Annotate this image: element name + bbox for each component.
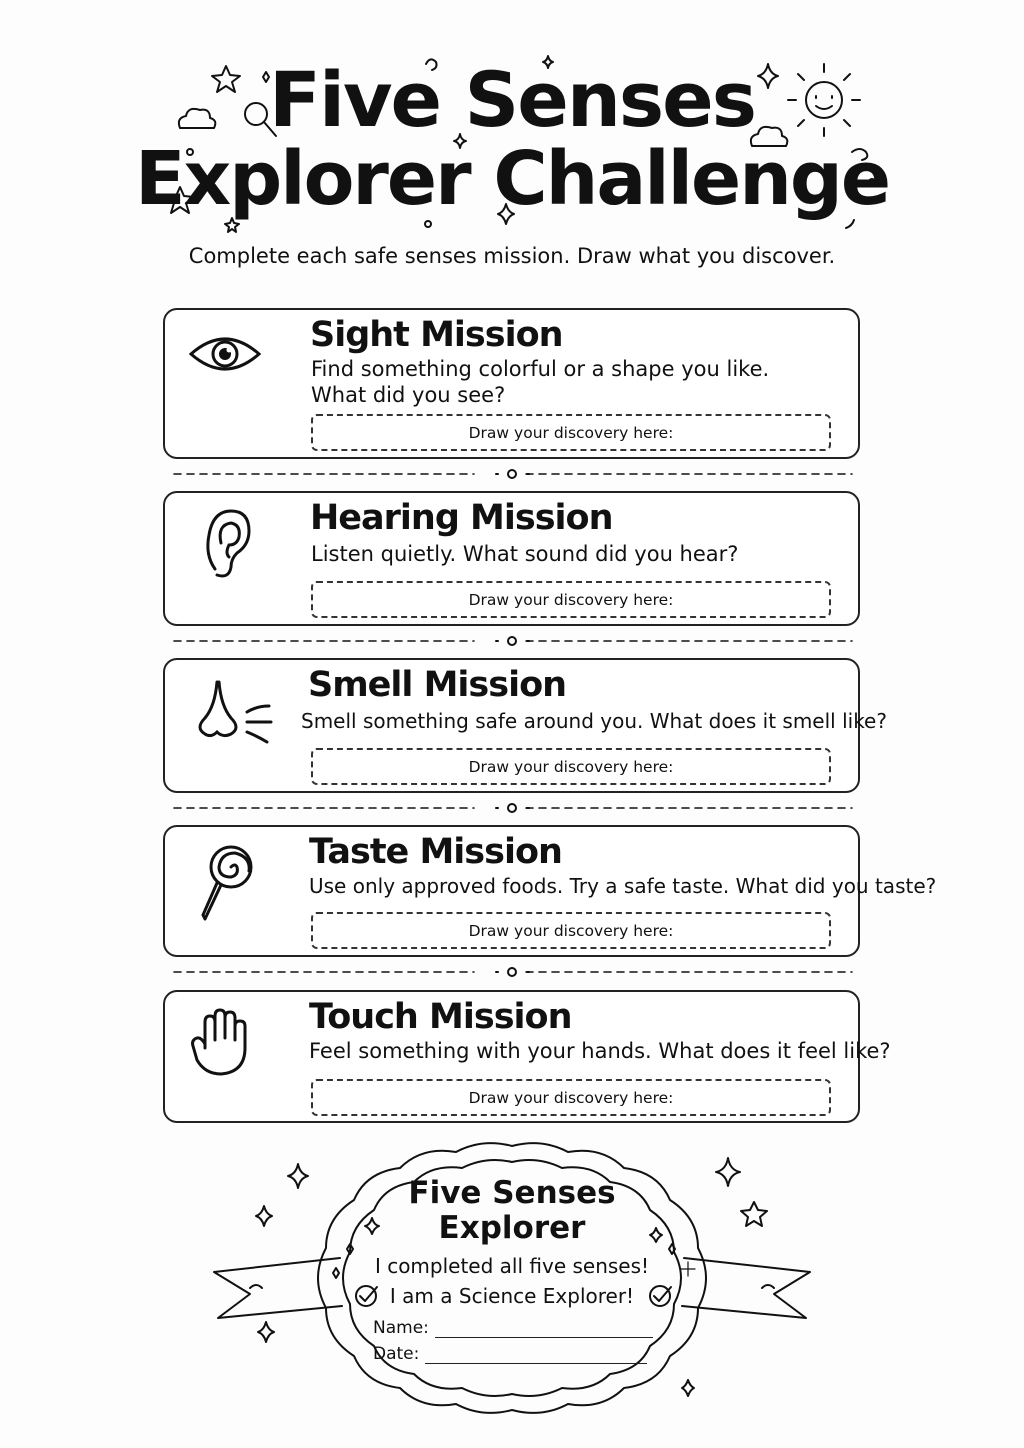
date-label: Date: bbox=[373, 1344, 420, 1364]
page-title-line2: Explorer Challenge bbox=[134, 136, 890, 222]
mission-description: What did you see? bbox=[311, 383, 506, 407]
mission-card-hearing bbox=[163, 491, 860, 626]
drawing-area[interactable]: Draw your discovery here: bbox=[311, 748, 831, 785]
lollipop-icon bbox=[199, 843, 255, 923]
mission-description: Listen quietly. What sound did you hear? bbox=[311, 542, 739, 566]
badge-title-line2: Explorer bbox=[438, 1210, 586, 1246]
drawing-area[interactable]: Draw your discovery here: bbox=[311, 581, 831, 618]
mission-description: Feel something with your hands. What does it feel like? bbox=[309, 1039, 891, 1063]
mission-description: Use only approved foods. Try a safe taste. What did you taste? bbox=[309, 874, 937, 898]
nose-icon bbox=[193, 676, 279, 746]
mission-card-sight bbox=[163, 308, 860, 459]
name-field[interactable] bbox=[373, 1318, 653, 1338]
badge-title-line1: Five Senses bbox=[408, 1175, 616, 1211]
drawing-area[interactable]: Draw your discovery here: bbox=[311, 1079, 831, 1116]
mission-title: Taste Mission bbox=[309, 832, 562, 872]
page-title-line1: Five Senses bbox=[269, 55, 755, 144]
mission-title: Touch Mission bbox=[309, 997, 572, 1037]
mission-card-smell bbox=[163, 658, 887, 793]
page-subtitle: Complete each safe senses mission. Draw what you discover. bbox=[188, 244, 836, 268]
date-field[interactable] bbox=[373, 1344, 647, 1364]
mission-title: Hearing Mission bbox=[310, 498, 613, 538]
mission-card-taste bbox=[163, 825, 937, 957]
sparkle-icon bbox=[258, 1322, 274, 1342]
ear-icon bbox=[201, 507, 255, 581]
mission-description: Smell something safe around you. What does it smell like? bbox=[301, 709, 887, 733]
mission-title: Smell Mission bbox=[308, 665, 567, 705]
drawing-area[interactable]: Draw your discovery here: bbox=[311, 414, 831, 451]
badge-statement: I completed all five senses! bbox=[374, 1254, 650, 1278]
badge-statement: I am a Science Explorer! bbox=[389, 1284, 635, 1308]
mission-title: Sight Mission bbox=[310, 315, 563, 355]
name-label: Name: bbox=[373, 1318, 429, 1338]
drawing-area[interactable]: Draw your discovery here: bbox=[311, 912, 831, 949]
hand-icon bbox=[191, 1008, 251, 1078]
sparkle-icon bbox=[682, 1380, 694, 1396]
eye-icon bbox=[187, 330, 263, 378]
mission-card-touch bbox=[163, 990, 891, 1123]
mission-description: Find something colorful or a shape you like. bbox=[311, 357, 770, 381]
